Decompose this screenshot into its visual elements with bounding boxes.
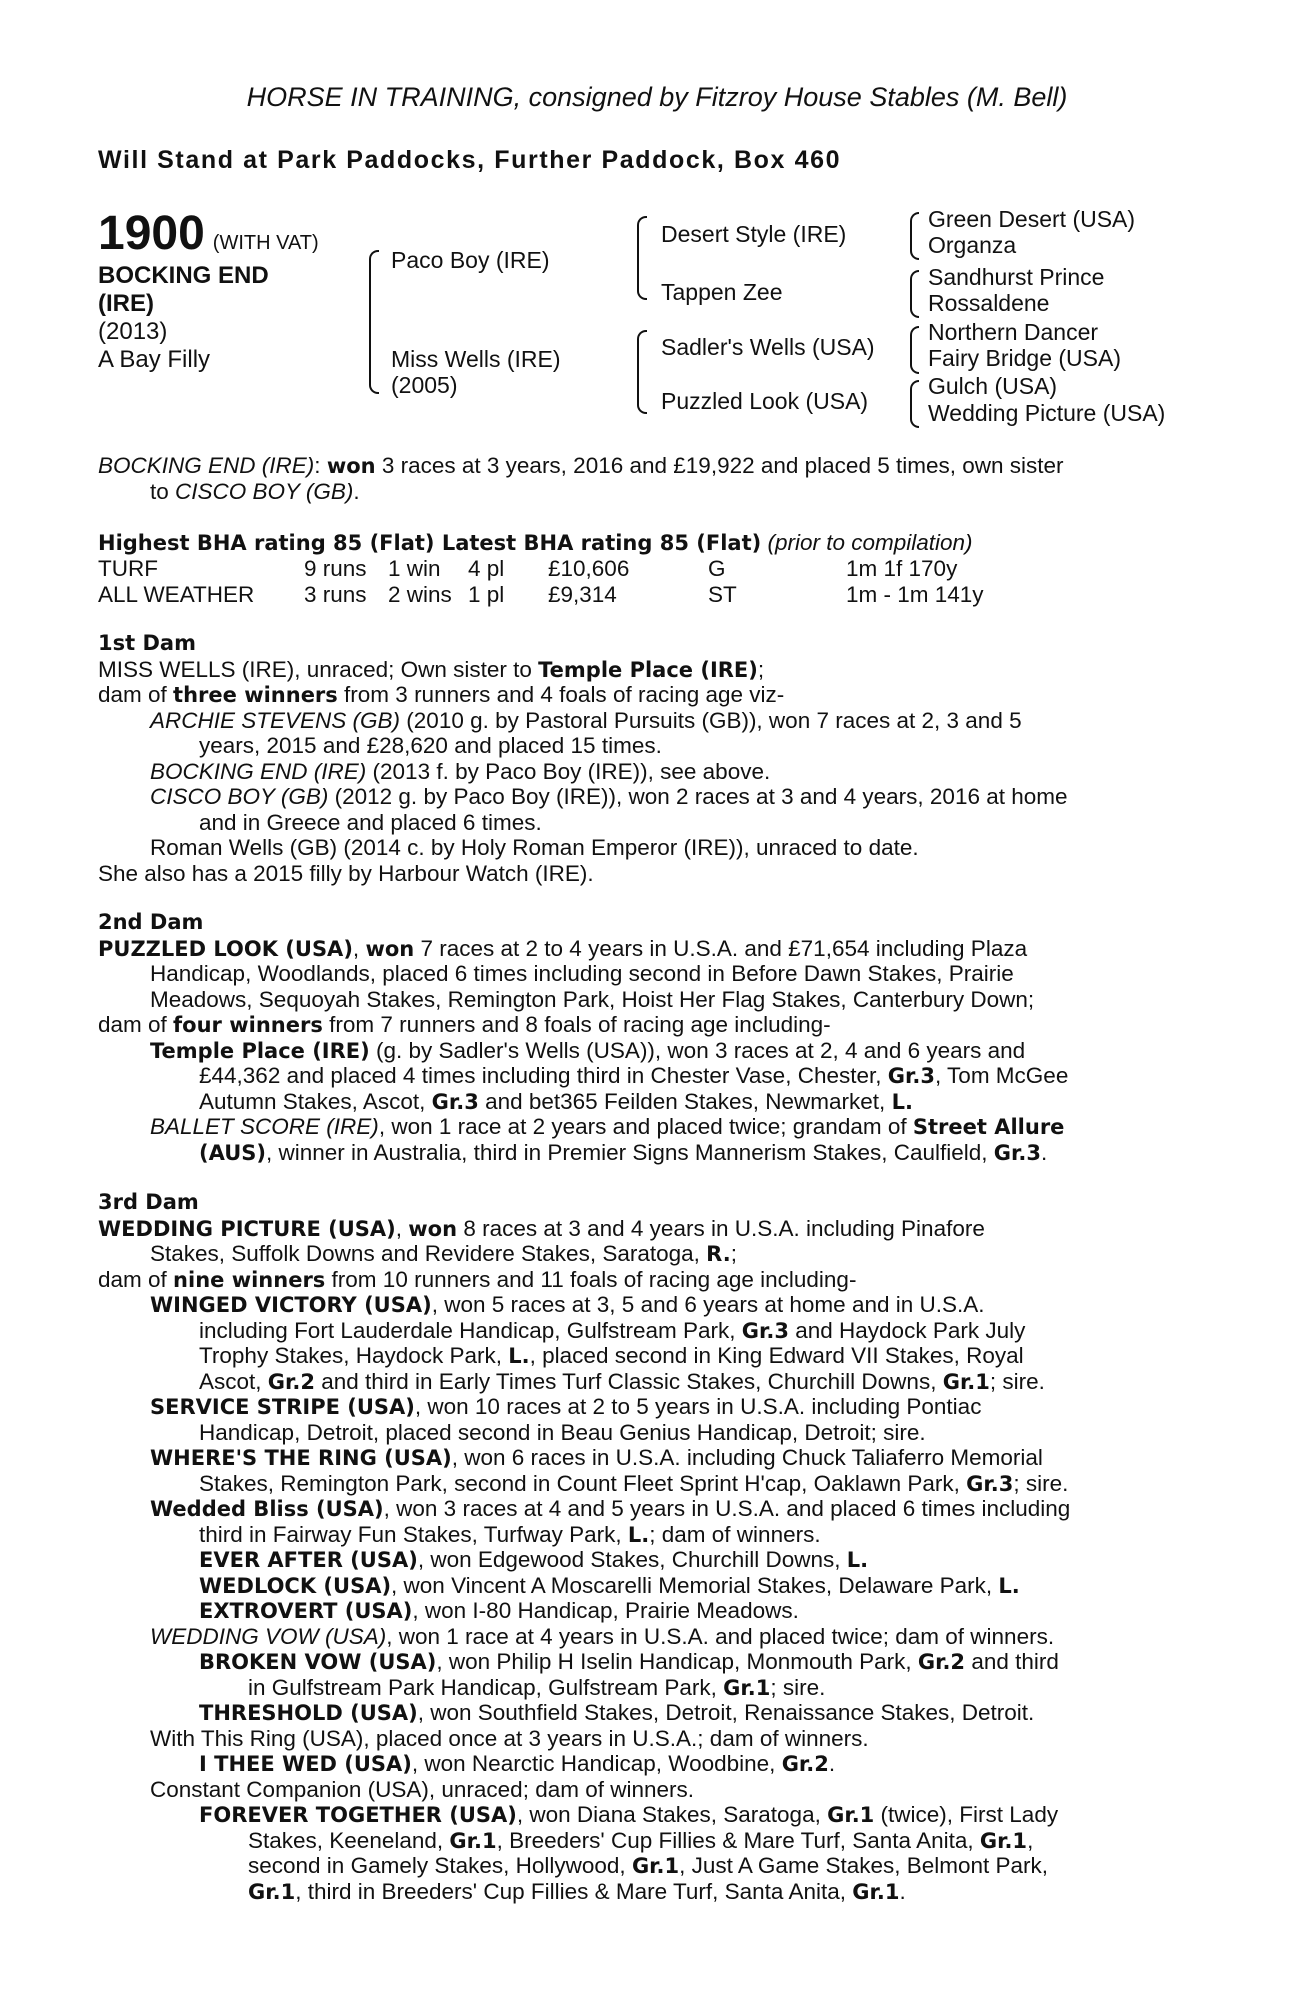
text-run: Gr.1 (248, 1879, 296, 1904)
text-run: Gr.1 (942, 1369, 990, 1394)
text-run: WEDDING VOW (USA) (150, 1623, 387, 1649)
pedigree-ancestor: Organza (928, 232, 1017, 258)
text-run: £44,362 and placed 4 times including third in Chester Vase, Chester, (199, 1063, 888, 1088)
text-run: THRESHOLD (USA) (199, 1701, 418, 1725)
rating-placed: 1 pl (468, 582, 505, 607)
text-run: and third (965, 1649, 1059, 1674)
text-run: ; (757, 656, 765, 682)
text-run: , won I-80 Handicap, Prairie Meadows. (412, 1598, 799, 1623)
text-run: to (150, 478, 176, 504)
text-run: Gr.1 (723, 1675, 771, 1700)
text-run: and Haydock Park July (788, 1317, 1026, 1343)
text-run: years, 2015 and £28,620 and placed 15 times. (199, 733, 662, 758)
text-run: nine winners (173, 1267, 326, 1292)
text-run: Temple Place (IRE) (538, 657, 758, 682)
text-run: Street Allure (912, 1115, 1065, 1139)
rating-distance: 1m 1f 170y (846, 556, 958, 581)
text-run: Handicap, Woodlands, placed 6 times including second in Before Dawn Stakes, Prairie (150, 961, 1014, 986)
sibling-ref: CISCO BOY (GB) (175, 478, 354, 504)
text-run: , won Southfield Stakes, Detroit, Renaissance Stakes, Detroit. (417, 1700, 1035, 1725)
text-run: I THEE WED (USA) (199, 1752, 412, 1776)
text-run: WINGED VICTORY (USA) (150, 1293, 432, 1317)
text-run: With This Ring (USA), placed once at 3 years in U.S.A.; dam of winners. (150, 1725, 869, 1751)
horse-name-ref: BOCKING END (IRE) (98, 453, 315, 478)
horse-name-line: BOCKING END (98, 262, 269, 289)
pedigree-bracket (637, 330, 647, 414)
text-run: and bet365 Feilden Stakes, Newmarket, (478, 1088, 892, 1114)
horse-name-line: (IRE) (98, 290, 154, 317)
text-run: , Breeders' Cup Fillies & Mare Turf, Santa Anita, (496, 1827, 980, 1853)
first-dam-section (98, 631, 1208, 886)
text-run: ; sire. (770, 1674, 826, 1700)
text-run: Meadows, Sequoyah Stakes, Remington Park, Hoist Her Flag Stakes, Canterbury Down; (150, 986, 1035, 1012)
pedigree-bracket (369, 250, 379, 394)
text-run: . (353, 478, 360, 504)
text-run: ARCHIE STEVENS (GB) (150, 707, 401, 733)
text-run: SERVICE STRIPE (USA) (150, 1395, 415, 1419)
text-run: She also has a 2015 filly by Harbour Watch (IRE). (98, 860, 594, 886)
text-run: L. (891, 1089, 913, 1114)
pedigree-bracket (910, 326, 919, 374)
rating-prize-money: £10,606 (548, 556, 630, 581)
section-heading: 2nd Dam (98, 910, 204, 934)
text-run: , (1027, 1827, 1034, 1853)
text-run: L. (508, 1344, 530, 1368)
text-run: Gr.2 (267, 1369, 315, 1394)
section-heading: 1st Dam (98, 631, 196, 655)
text-run: , won 6 races in U.S.A. including Chuck Taliaferro Memorial (451, 1445, 1043, 1470)
text-run: (g. by Sadler's Wells (USA)), won 3 races at 2, 4 and 6 years and (369, 1037, 1026, 1063)
rating-surface: TURF (98, 556, 158, 581)
text-run: second in Gamely Stakes, Hollywood, (248, 1853, 632, 1878)
rating-runs: 9 runs (304, 556, 367, 581)
text-run: in Gulfstream Park Handicap, Gulfstream Park, (248, 1674, 724, 1700)
text-run: Handicap, Detroit, placed second in Beau Genius Handicap, Detroit; sire. (199, 1419, 926, 1445)
text-run: , (395, 1215, 409, 1241)
stand-location: Will Stand at Park Paddocks, Further Paddock, Box 460 (98, 146, 842, 174)
text-run: , won 1 race at 2 years and placed twice; grandam of (378, 1114, 913, 1139)
pedigree-ancestor: Fairy Bridge (USA) (928, 345, 1121, 371)
lot-number: 1900 (98, 207, 205, 260)
section-heading: 3rd Dam (98, 1190, 199, 1214)
text-run: Stakes, Suffolk Downs and Revidere Stakes, Saratoga, (150, 1241, 707, 1266)
pedigree-ancestor: Northern Dancer (928, 319, 1099, 345)
text-run: third in Fairway Fun Stakes, Turfway Park, (199, 1521, 628, 1547)
pedigree-grandsire-maternal: Sadler's Wells (USA) (661, 334, 875, 360)
text-run: Trophy Stakes, Haydock Park, (199, 1343, 509, 1368)
text-run: Ascot, (199, 1368, 268, 1394)
pedigree-ancestor: Gulch (USA) (928, 373, 1058, 399)
text-run: Roman Wells (GB) (2014 c. by Holy Roman Emperor (IRE)), unraced to date. (150, 835, 919, 860)
lot-number-block (98, 206, 319, 261)
ratings-title: Highest BHA rating 85 (Flat) Latest BHA rating 85 (Flat) (98, 531, 762, 555)
text-run: 7 races at 2 to 4 years in U.S.A. and £71,654 including Plaza (414, 935, 1028, 961)
text-run: Gr.3 (966, 1471, 1014, 1496)
text-run: , won 10 races at 2 to 5 years in U.S.A. including Pontiac (414, 1394, 982, 1419)
rating-placed: 4 pl (468, 556, 505, 581)
text-run: . (899, 1878, 906, 1904)
vat-note: (WITH VAT) (212, 232, 319, 254)
text-run: including Fort Lauderdale Handicap, Gulfstream Park, (199, 1317, 742, 1343)
pedigree-ancestor: Green Desert (USA) (928, 206, 1136, 232)
rating-runs: 3 runs (304, 582, 367, 607)
text-run: won (408, 1216, 458, 1241)
text-run: FOREVER TOGETHER (USA) (199, 1803, 517, 1827)
ratings-note: (prior to compilation) (761, 530, 973, 555)
text-run: Temple Place (IRE) (150, 1038, 370, 1063)
text-run: (twice), First Lady (874, 1802, 1059, 1827)
text-run: from 7 runners and 8 foals of racing age including- (322, 1012, 831, 1037)
text-run: Wedded Bliss (USA) (150, 1497, 384, 1521)
text-run: Gr.3 (741, 1318, 789, 1343)
text-run: L. (998, 1573, 1020, 1598)
text-run: , third in Breeders' Cup Fillies & Mare Turf, Santa Anita, (295, 1878, 853, 1904)
pedigree-sire: Paco Boy (IRE) (391, 247, 550, 273)
rating-surface: ALL WEATHER (98, 582, 255, 607)
text-run: Gr.3 (887, 1064, 935, 1088)
text-run: three winners (173, 683, 338, 707)
text-run: Gr.1 (631, 1854, 680, 1878)
text-run: Gr.3 (993, 1140, 1041, 1165)
text-run: 3 races at 3 years, 2016 and £19,922 and placed 5 times, own sister (375, 453, 1064, 478)
text-run: , won Vincent A Moscarelli Memorial Stakes, Delaware Park, (391, 1572, 999, 1598)
text-run: CISCO BOY (GB) (150, 784, 329, 809)
text-run: four winners (173, 1013, 323, 1037)
race-summary (98, 453, 1208, 504)
text-run: . (1041, 1139, 1048, 1165)
text-run: ; (730, 1241, 737, 1266)
pedigree-bracket (910, 212, 919, 260)
ratings-heading (98, 530, 1208, 556)
text-run: BOCKING END (IRE) (150, 758, 367, 784)
text-run: ; dam of winners. (649, 1521, 821, 1547)
text-run: L. (627, 1522, 650, 1547)
text-run: , Just A Game Stakes, Belmont Park, (679, 1853, 1049, 1878)
text-run: dam of (98, 1012, 174, 1037)
text-run: , winner in Australia, third in Premier Signs Mannerism Stakes, Caulfield, (265, 1139, 994, 1165)
text-run: WHERE'S THE RING (USA) (150, 1446, 452, 1470)
text-run: from 10 runners and 11 foals of racing age including- (325, 1266, 857, 1292)
text-run: . (828, 1751, 836, 1776)
text-run: won (365, 936, 415, 961)
pedigree-ancestor: Sandhurst Prince (928, 264, 1105, 290)
text-run: WEDLOCK (USA) (199, 1573, 392, 1598)
text-run: Gr.1 (852, 1879, 900, 1904)
text-run: , won Nearctic Handicap, Woodbine, (411, 1751, 782, 1776)
pedigree-dam-year: (2005) (391, 372, 458, 398)
text-run: BALLET SCORE (IRE) (150, 1114, 379, 1139)
pedigree-grandsire-paternal: Desert Style (IRE) (661, 221, 847, 247)
text-run: Stakes, Remington Park, second in Count Fleet Sprint H'cap, Oaklawn Park, (199, 1470, 967, 1496)
second-dam-section (98, 910, 1208, 1165)
pedigree-granddam-paternal: Tappen Zee (661, 279, 783, 305)
text-run: dam of (98, 1266, 174, 1292)
pedigree-granddam-maternal: Puzzled Look (USA) (661, 388, 869, 414)
pedigree-ancestor: Wedding Picture (USA) (928, 400, 1166, 426)
text-run: Gr.1 (979, 1828, 1028, 1853)
text-run: Constant Companion (USA), unraced; dam of winners. (150, 1776, 695, 1802)
text-run: , Tom McGee (934, 1063, 1069, 1088)
text-run: BROKEN VOW (USA) (199, 1650, 437, 1674)
text-run: and third in Early Times Turf Classic Stakes, Churchill Downs, (314, 1368, 943, 1394)
horse-name (98, 262, 269, 318)
text-run: (2010 g. by Pastoral Pursuits (GB)), won 7 races at 2, 3 and 5 (400, 707, 1022, 733)
rating-wins: 2 wins (388, 582, 452, 607)
foaling-year: (2013) (98, 318, 168, 345)
text-run: ; sire. (989, 1368, 1045, 1394)
rating-going: G (708, 556, 726, 581)
text-run: Gr.2 (917, 1650, 966, 1674)
text-run: MISS WELLS (IRE), unraced; Own sister to (98, 656, 539, 682)
text-run: WEDDING PICTURE (USA) (98, 1216, 396, 1241)
rating-wins: 1 win (388, 556, 441, 581)
pedigree-bracket (910, 270, 919, 318)
text-run: EVER AFTER (USA) (199, 1548, 418, 1572)
third-dam-section (98, 1190, 1208, 1904)
pedigree-ancestor: Rossaldene (928, 290, 1050, 316)
pedigree-bracket (910, 380, 919, 428)
rating-distance: 1m - 1m 141y (846, 582, 984, 607)
text-run: ; sire. (1013, 1470, 1069, 1496)
text-run: Stakes, Keeneland, (248, 1827, 450, 1853)
text-run: , won 5 races at 3, 5 and 6 years at home and in U.S.A. (431, 1292, 985, 1317)
pedigree-dam: Miss Wells (IRE) (391, 346, 561, 372)
text-run: : (314, 453, 321, 478)
text-run: R. (706, 1242, 731, 1266)
text-run: 8 races at 3 and 4 years in U.S.A. including Pinafore (457, 1215, 985, 1241)
text-run: won (326, 454, 376, 478)
text-run: (AUS) (199, 1140, 266, 1165)
text-run: , placed second in King Edward VII Stakes, Royal (529, 1343, 1024, 1368)
text-run: Autumn Stakes, Ascot, (199, 1088, 432, 1114)
text-run: Gr.1 (449, 1828, 497, 1853)
text-run: PUZZLED LOOK (USA) (98, 936, 353, 961)
text-run: , won Edgewood Stakes, Churchill Downs, (417, 1547, 847, 1572)
text-run: , won Diana Stakes, Saratoga, (516, 1802, 828, 1827)
text-run: , won 1 race at 4 years in U.S.A. and placed twice; dam of winners. (386, 1623, 1055, 1649)
text-run: (2012 g. by Paco Boy (IRE)), won 2 races at 3 and 4 years, 2016 at home (328, 784, 1068, 809)
horse-description: A Bay Filly (98, 346, 211, 373)
text-run: , won Philip H Iselin Handicap, Monmouth Park, (436, 1649, 918, 1674)
page-header-title: HORSE IN TRAINING, consigned by Fitzroy House Stables (M. Bell) (246, 82, 1068, 112)
text-run: Gr.2 (781, 1752, 829, 1776)
text-run: L. (846, 1548, 869, 1572)
text-run: EXTROVERT (USA) (199, 1599, 413, 1623)
text-run: and in Greece and placed 6 times. (199, 809, 542, 835)
text-run: from 3 runners and 4 foals of racing age viz- (337, 682, 785, 707)
text-run: (2013 f. by Paco Boy (IRE)), see above. (366, 758, 771, 784)
text-run: , (352, 935, 366, 961)
rating-going: ST (708, 582, 737, 607)
text-run: dam of (98, 682, 174, 707)
pedigree-bracket (637, 216, 647, 300)
text-run: , won 3 races at 4 and 5 years in U.S.A. and placed 6 times including (383, 1496, 1071, 1521)
text-run: Gr.1 (827, 1803, 875, 1827)
rating-prize-money: £9,314 (548, 582, 617, 607)
text-run: Gr.3 (431, 1089, 479, 1114)
